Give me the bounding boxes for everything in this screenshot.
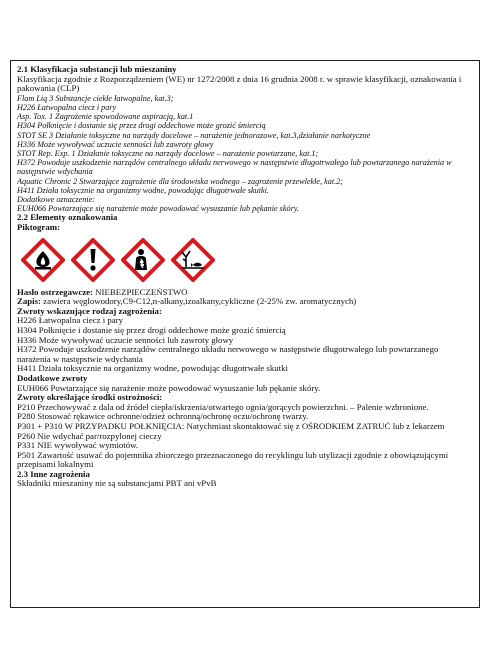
class-line: H372 Powoduje uszkodzenie narządów centralnego układu nerwowego w następstwie długotrwałego lub powtarzanego narażenia w następstwie wdychania [17,158,452,177]
signal-word-label: Hasło ostrzegawcze: [17,287,93,297]
precaution-heading: Zwroty określające środki ostrożności: [17,393,163,403]
additional-statement: EUH066 Powtarzające się narażenie może powodować wysuszanie lub pękanie skóry. [17,383,321,393]
class-line: H304 Połknięcie i dostanie się przez drogi oddechowe może grozić śmiercią [17,121,266,131]
pictogram-row [21,238,473,282]
signal-word-line [17,288,473,298]
pictogram-label: Piktogram: [17,223,60,233]
class-line: H336 Może wywoływać uczucie senności lub zawroty głowy [17,139,214,149]
hazard-statement: H411 Działa toksycznie na organizmy wodne, powodując długotrwałe skutki [17,364,288,374]
class-line: STOT SE 3 Działanie toksyczne na narządy docelowe – narażenie jednorazowe, kat.3,działanie narkotyczne [17,130,371,140]
sds-section-2-box [10,60,480,608]
class-line: Asp. Tox. 1 Zagrożenie spowodowane aspiracją, kat.1 [17,112,194,122]
other-hazards-text: Składniki mieszaniny nie są substancjami PBT ani vPvB [17,479,217,489]
class-line: H226 Łatwopalna ciecz i pary [17,102,117,112]
class-line: H411 Działa toksycznie na organizmy wodne, powodując długotrwałe skutki. [17,185,269,195]
classification-intro: Klasyfikacja zgodnie z Rozporządzeniem (WE) nr 1272/2008 z dnia 16 grudnia 2008 r. w sprawie klasyfikacji, oznakowania i pakowania (CLP) [17,74,462,94]
hazard-heading: Zwroty wskazujące rodzaj zagrożenia: [17,306,162,316]
health-hazard-icon [121,238,165,282]
class-line: Aquatic Chronic 2 Stwarzające zagrożenie dla środowiska wodnego – zagrożenie przewlekłe, kat.2; [17,176,344,186]
additional-heading: Dodatkowe zwroty [17,373,88,383]
class-line: Dodatkowe oznaczenie: [17,195,95,205]
flame-icon [21,238,65,282]
contains-label: Zapis: [17,297,41,307]
class-line: Flam Liq 3 Substancje ciekłe łatwopalne, kat.3; [17,93,174,103]
hazard-statement: H226 Łatwopalna ciecz i pary [17,316,124,326]
precaution-statement: P260 Nie wdychać par/rozpylonej cieczy [17,431,162,441]
precaution-statement: P210 Przechowywać z dala od źródeł ciepła/iskrzenia/otwartego ognia/gorących powierzchni. – Palenie wzbronione. [17,402,429,412]
section-2-1-heading: 2.1 Klasyfikacja substancji lub mieszaniny [17,65,177,74]
section-2-2-heading: 2.2 Elementy oznakowania [17,213,118,223]
class-line: EUH066 Powtarzające się narażenie może powodować wysuszanie lub pękanie skóry. [17,204,299,214]
hazard-statement: H372 Powoduje uszkodzenie narządów centralnego układu nerwowego w następstwie długotrwałego lub powtarzanego narażenia w następstwie wdychania [17,345,439,364]
contains-line [17,297,473,307]
precaution-statement: P280 Stosować rękawice ochronne/odzież ochronną/ochronę oczu/ochronę twarzy. [17,412,309,422]
hazard-statement: H336 Może wywoływać uczucie senności lub zawroty głowy [17,335,234,345]
section-2-3-heading: 2.3 Inne zagrożenia [17,469,90,479]
exclamation-icon [71,238,115,282]
precaution-statement: P501 Zawartość usuwać do pojemnika zbiorczego przeznaczonego do recyklingu lub utylizacji zgodnie z obowiązującymi przepisami lokalnymi [17,450,449,470]
class-line: STOT Rep. Exp. 1 Działanie toksyczne na narządy docelowe – narażenie powtarzane, kat.1; [17,149,319,158]
signal-word: NIEBEZPIECZEŃSTWO [95,287,188,297]
hazard-statement: H304 Połknięcie i dostanie się przez drogi oddechowe może grozić śmiercią [17,325,286,335]
precaution-statement: P331 NIE wywoływać wymiotów. [17,441,139,451]
contains-text: zawiera węglowodory,C9-C12,n-alkany,izoalkany,cykliczne (2-25% zw. aromatycznych) [43,297,357,307]
precaution-statement: P301 + P310 W PRZYPADKU POŁKNIĘCIA: Natychmiast skontaktować się z OŚRODKIEM ZATRUĆ lub z lekarzem [17,421,445,431]
environment-icon [171,238,215,282]
